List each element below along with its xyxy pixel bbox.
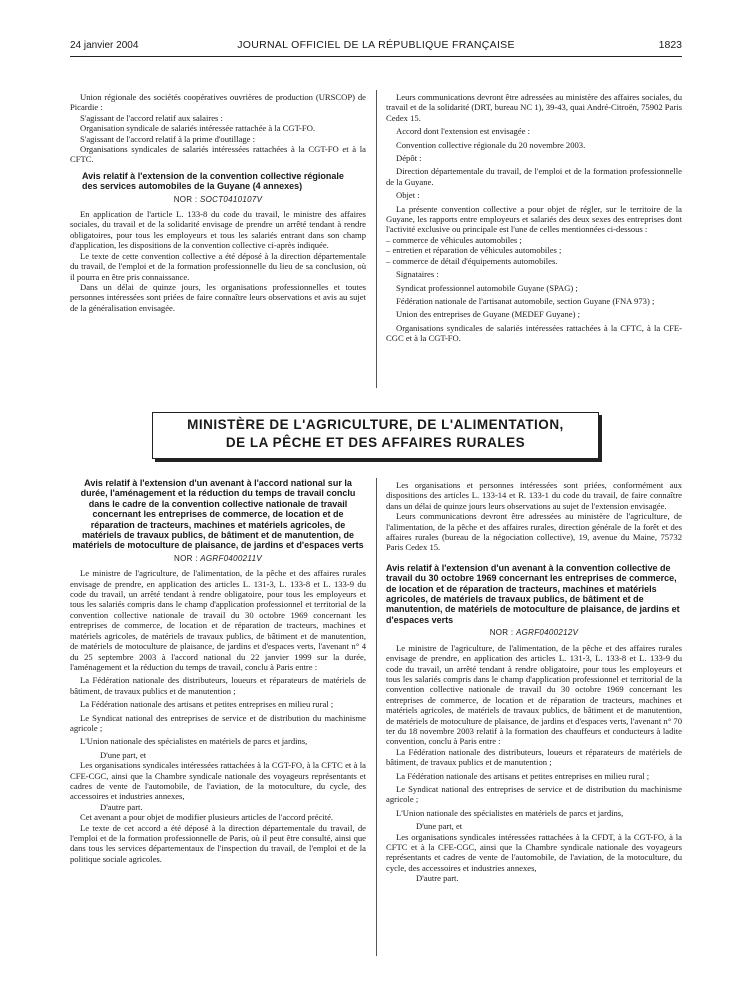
nor-label: NOR : bbox=[173, 194, 198, 204]
paragraph: Syndicat professionnel automobile Guyane (SPAG) ; bbox=[396, 282, 578, 293]
paragraph: Dans un délai de quinze jours, les organisations professionnelles et toutes personnes intéressées sont priées de faire connaître leurs observations et avis au sujet de la généralisation envisagée. bbox=[70, 281, 366, 313]
column-divider bbox=[376, 90, 377, 388]
paragraph: L'Union nationale des spécialistes en matériels de parcs et jardins, bbox=[80, 736, 308, 747]
paragraph: La Fédération nationale des distributeurs, loueurs et réparateurs de matériels de bâtiment, de travaux publics et de manutention ; bbox=[70, 675, 366, 696]
nor-code: AGRF0400212V bbox=[515, 628, 579, 638]
paragraph: S'agissant de l'accord relatif aux salaires : bbox=[80, 112, 223, 123]
paragraph: Organisations syndicales de salariés intéressées rattachées à la CFTC, à la CFE-CGC et à la CGT-FO. bbox=[386, 322, 682, 344]
paragraph: L'Union nationale des spécialistes en matériels de parcs et jardins, bbox=[396, 807, 624, 818]
paragraph: Le texte de cette convention collective a été déposé à la direction départementale du travail, de l'emploi et de la formation professionnelle du lieu de sa conclusion, où il pourra en être pris connaissance. bbox=[70, 250, 366, 282]
top-left-column bbox=[70, 92, 366, 313]
paragraph: Les organisations et personnes intéressées sont priées, conformément aux dispositions des articles L. 133-14 et R. 133-1 du code du travail, de faire connaître dans un délai de quinze jours leurs observations au sujet de l'extension envisagée. bbox=[386, 480, 682, 511]
running-header bbox=[70, 38, 682, 54]
paragraph: Union des entreprises de Guyane (MEDEF Guyane) ; bbox=[396, 309, 581, 320]
paragraph: D'une part, et bbox=[100, 749, 147, 760]
list-item: – commerce de détail d'équipements automobiles. bbox=[386, 255, 558, 266]
paragraph: Objet : bbox=[396, 190, 420, 201]
nor-label: NOR : bbox=[174, 553, 198, 563]
header-page-number: 1823 bbox=[658, 39, 682, 51]
bottom-left-column bbox=[70, 474, 366, 864]
paragraph: En application de l'article L. 133-8 du code du travail, le ministre des affaires sociales, du travail et de la solidarité envisage de prendre un arrêté tendant à rendre obligatoires, pour tous les employeurs et tous les salariés entrant dans son champ d'application, les dispositions de la convention collective ci-après indiquée. bbox=[70, 209, 366, 251]
ministry-line-2: DE LA PÊCHE ET DES AFFAIRES RURALES bbox=[225, 435, 526, 450]
bottom-right-column bbox=[386, 480, 682, 884]
list-item: – entretien et réparation de véhicules automobiles ; bbox=[386, 245, 562, 256]
paragraph: D'autre part. bbox=[416, 873, 459, 884]
header-date: 24 janvier 2004 bbox=[70, 40, 139, 51]
nor-code: AGRF0400211V bbox=[200, 553, 262, 563]
ministry-line-1: MINISTÈRE DE L'AGRICULTURE, DE L'ALIMENTATION, bbox=[187, 417, 564, 432]
avis-title: Avis relatif à l'extension de la convention collective régionale des services automobiles de la Guyane (4 annexes) bbox=[82, 170, 344, 192]
paragraph: La Fédération nationale des artisans et petites entreprises en milieu rural ; bbox=[80, 699, 334, 710]
paragraph: Le Syndicat national des entreprises de service et de distribution du machinisme agricole ; bbox=[386, 783, 682, 805]
nor-label: NOR : bbox=[489, 628, 514, 638]
paragraph: La Fédération nationale des artisans et petites entreprises en milieu rural ; bbox=[396, 770, 650, 781]
paragraph: Le ministre de l'agriculture, de l'alimentation, de la pêche et des affaires rurales envisage de prendre, en application des articles L. 131-3, L. 133-8 et L. 133-9 du code du travail, un arrêté tendant à rendre obligatoire, pour tous les employeurs et tous les salariés compris dans le champ d'application professionnel et territorial de la convention collective nationale de travail du 30 octobre 1969 concernant les entreprises de commerce, de location et de réparation de tracteurs, machines et matériels agricoles, de matériels de travaux publics, de bâtiment et de manutention, de matériels de motoculture de plaisance, de jardins et d'espaces verts, l'avenant n° 4 du 25 septembre 2003 à l'accord national du 22 janvier 1999 sur la durée, l'aménagement et la réduction du temps de travail, conclu à Paris entre : bbox=[70, 568, 366, 672]
paragraph: La présente convention collective a pour objet de régler, sur le territoire de la Guyane, les rapports entre employeurs et salariés des deux sexes des entreprises dont l'activité exclusive ou principale est l'une de celles mentionnées ci-dessous : bbox=[386, 203, 682, 235]
header-rule bbox=[70, 56, 682, 57]
nor-reference bbox=[70, 195, 366, 205]
paragraph: Dépôt : bbox=[396, 153, 422, 164]
paragraph: Organisations syndicales de salariés intéressées rattachées à la CGT-FO et à la CFTC. bbox=[70, 144, 366, 165]
ministry-heading-box bbox=[152, 412, 599, 459]
paragraph: Union régionale des sociétés coopératives ouvrières de production (URSCOP) de Picardie : bbox=[70, 92, 366, 113]
avis-title: Avis relatif à l'extension d'un avenant à l'accord national sur la durée, l'aménagement et la réduction du temps de travail conclu dans le cadre de la convention collective nationale de travail concernant les entreprises de commerce, de location et de réparation de tracteurs, machines et matériels agricoles, de matériels de travaux publics, de bâtiment et de manutention, de matériels de motoculture de plaisance, de jardins et d'espaces verts bbox=[72, 478, 364, 551]
paragraph: Accord dont l'extension est envisagée : bbox=[396, 126, 530, 137]
paragraph: Les organisations syndicales intéressées rattachées à la CGT-FO, à la CFTC et à la CFE-CGC, ainsi que la Chambre syndicale nationale des voyageurs représentants et cadres de vente de l'automobile, de l'aviation, de la motoculture, du cycle, des accessoires et industries annexes, bbox=[70, 760, 366, 802]
paragraph: Le ministre de l'agriculture, de l'alimentation, de la pêche et des affaires rurales envisage de prendre, en application des articles L. 131-3, L. 133-8 et L. 133-9 du code du travail, un arrêté tendant à rendre obligatoire, pour tous les employeurs et tous les salariés compris dans le champ d'application professionnel et territorial de la convention collective nationale de travail du 30 octobre 1969 concernant les entreprises de commerce, de location et de réparation de tracteurs, machines et matériels agricoles, de matériels de travaux publics, de bâtiment et de manutention, de matériels de motoculture de plaisance, de jardins et d'espaces verts, l'avenant n° 70 ter du 18 novembre 2003 relatif à la formation des chauffeurs et conducteurs à ladite convention, conclu à Paris entre : bbox=[386, 642, 682, 747]
paragraph: Le texte de cet accord a été déposé à la direction départementale du travail, de l'emploi et de la formation professionnelle de Paris, où il peut être consulté, ainsi que dans tous les services départementaux de l'inspection du travail, de l'emploi et de la politique sociale agricoles. bbox=[70, 822, 366, 864]
paragraph: Les organisations syndicales intéressées rattachées à la CFDT, à la CGT-FO, à la CFTC et à la CFE-CGC, ainsi que la Chambre syndicale nationale des voyageurs représentants et cadres de vente de l'automobile, de l'aviation, de la motoculture, du cycle, des accessoires et industries annexes, bbox=[386, 831, 682, 873]
column-divider bbox=[376, 478, 377, 956]
nor-reference bbox=[386, 628, 682, 638]
nor-reference bbox=[70, 554, 366, 564]
paragraph: Leurs communications devront être adressées au ministère des affaires sociales, du travail et de la solidarité (DRT, bureau NC 1), 39-43, quai André-Citroën, 75902 Paris Cedex 15. bbox=[386, 92, 682, 123]
paragraph: Le Syndicat national des entreprises de service et de distribution du machinisme agricole ; bbox=[70, 712, 366, 733]
header-journal-title: JOURNAL OFFICIEL DE LA RÉPUBLIQUE FRANÇAISE bbox=[237, 39, 515, 51]
top-right-column bbox=[386, 92, 682, 344]
paragraph: La Fédération nationale des distributeurs, loueurs et réparateurs de matériels de bâtiment, de travaux publics et de manutention ; bbox=[386, 746, 682, 768]
paragraph: S'agissant de l'accord relatif à la prime d'outillage : bbox=[80, 133, 256, 144]
avis-title: Avis relatif à l'extension d'un avenant à la convention collective de travail du 30 octobre 1969 concernant les entreprises de commerce, de location et de réparation de tracteurs, machines et matériels agricoles, de matériels de travaux publics, de bâtiment et de manutention, de matériels de motoculture de plaisance, de jardins et d'espaces verts bbox=[386, 562, 680, 625]
paragraph: D'une part, et bbox=[416, 821, 463, 832]
paragraph: Convention collective régionale du 20 novembre 2003. bbox=[396, 139, 586, 150]
list-item: – commerce de véhicules automobiles ; bbox=[386, 234, 522, 245]
paragraph: Fédération nationale de l'artisanat automobile, section Guyane (FNA 973) ; bbox=[396, 295, 655, 306]
paragraph: Direction départementale du travail, de l'emploi et de la formation professionnelle de la Guyane. bbox=[386, 166, 682, 187]
paragraph: Organisation syndicale de salariés intéressée rattachée à la CGT-FO. bbox=[80, 123, 316, 134]
nor-code: SOCT0410107V bbox=[199, 194, 263, 204]
paragraph: Leurs communications devront être adressées au ministère de l'agriculture, de l'alimentation, de la pêche et des affaires rurales, direction générale de la forêt et des affaires rurales (bureau de la négociation collective), 19, avenue du Maine, 75732 Paris Cedex 15. bbox=[386, 511, 682, 553]
paragraph: Signataires : bbox=[396, 269, 439, 280]
paragraph: Cet avenant a pour objet de modifier plusieurs articles de l'accord précité. bbox=[80, 812, 334, 823]
paragraph: D'autre part. bbox=[100, 801, 143, 812]
